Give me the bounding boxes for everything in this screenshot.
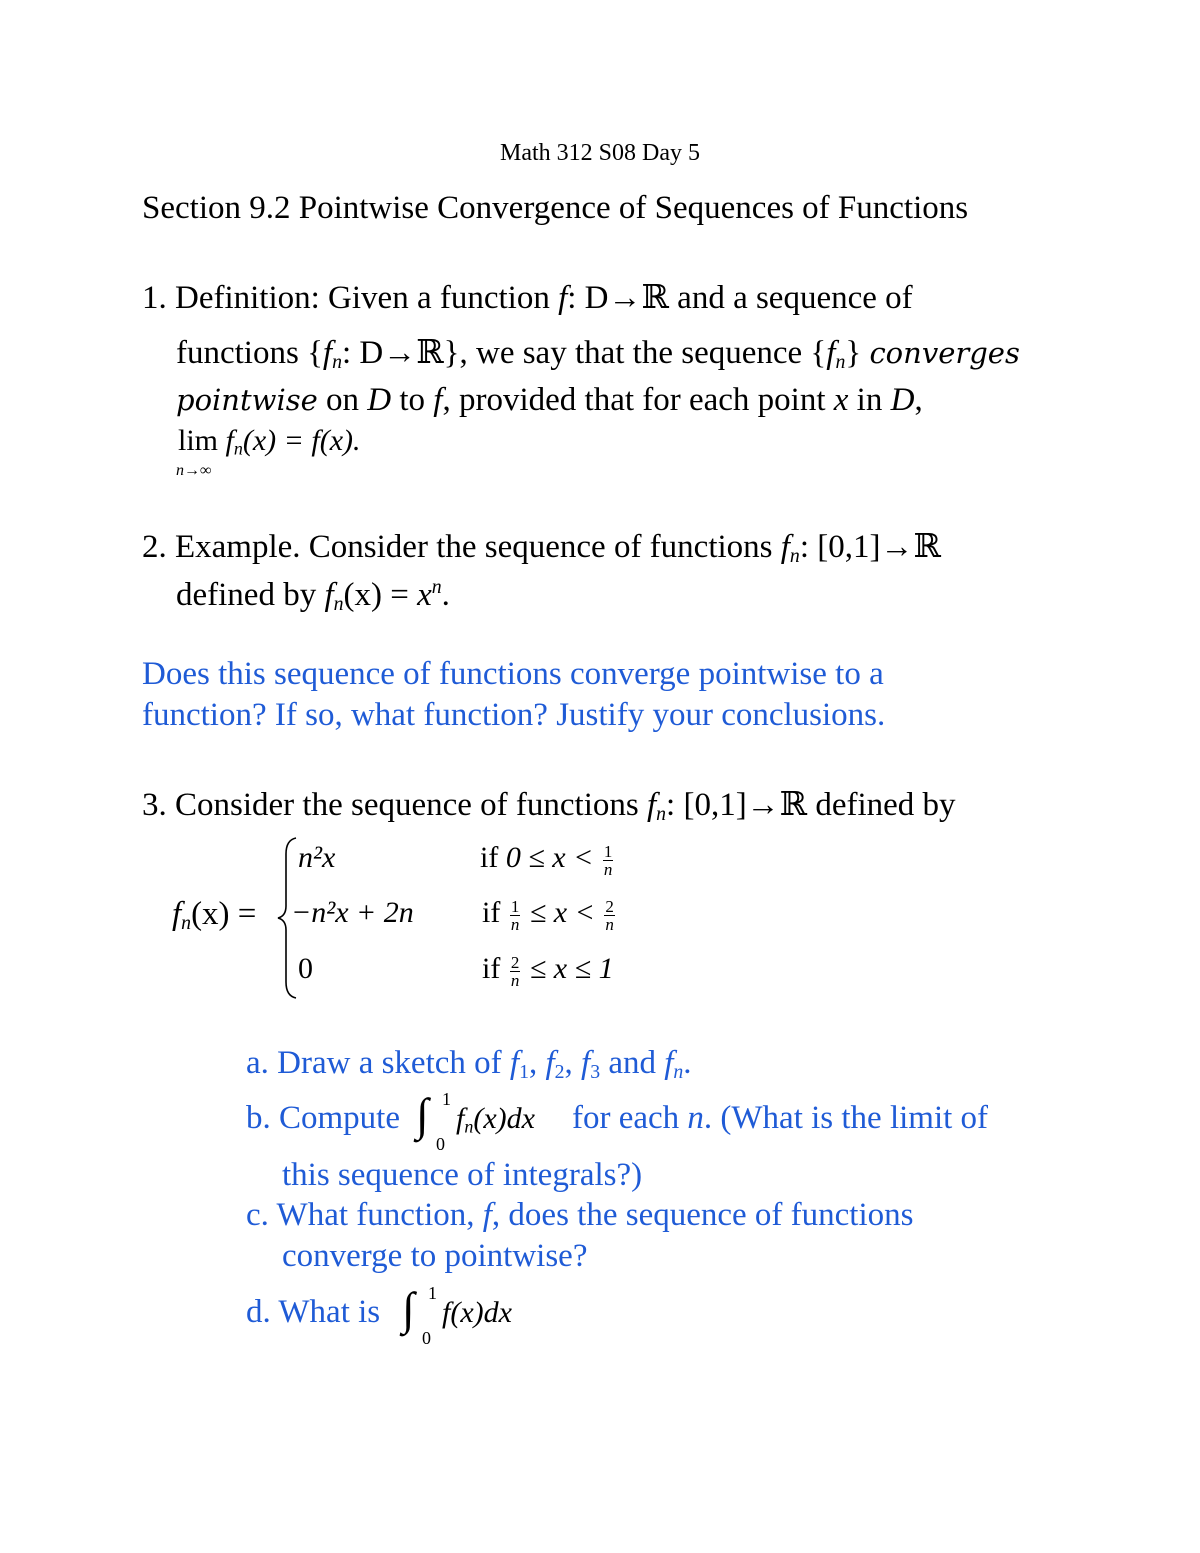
part-b-continued <box>572 1100 988 1137</box>
n-symbol: n <box>687 1100 704 1136</box>
item1-text-d: : D→ℝ}, we say that the sequence { <box>341 335 827 371</box>
frac-1-over-n <box>603 843 614 878</box>
item3-line1 <box>142 784 956 826</box>
part-c-text: c. What function, <box>246 1197 483 1233</box>
item1-text-g: to <box>391 382 434 418</box>
n-subscript-6: n <box>656 802 667 825</box>
n-superscript: n <box>431 576 442 598</box>
part-b <box>246 1100 400 1137</box>
section-title: Section 9.2 Pointwise Convergence of Sequences of Functions <box>142 190 969 226</box>
integral-d <box>402 1282 415 1335</box>
cond2-text: ≤ x < <box>529 896 595 929</box>
item1-text-e: } <box>845 335 870 371</box>
part-b-text-2: for each <box>572 1100 688 1136</box>
int-d-upper: 1 <box>428 1283 437 1303</box>
converges-term: converges <box>869 336 1020 370</box>
case1-expr: n²x <box>298 841 336 874</box>
item2-text-a: 2. Example. Consider the sequence of functions <box>142 529 781 565</box>
page-header: Math 312 S08 Day 5 <box>500 140 700 166</box>
case3-condition <box>482 952 614 989</box>
fn-symbol: f <box>322 335 333 371</box>
f2-symbol: f <box>545 1045 555 1081</box>
frac-den: n <box>510 970 520 990</box>
case2-expr: −n²x + 2n <box>291 896 414 929</box>
part-c <box>246 1197 913 1234</box>
fn-symbol-8: f <box>664 1045 674 1081</box>
f1-symbol: f <box>509 1045 520 1081</box>
n-subscript-9: n <box>464 1116 474 1137</box>
item2-text-b: : [0,1]→ℝ <box>799 529 941 565</box>
int-b-expr <box>456 1102 535 1138</box>
lhs-text: (x) = <box>191 896 257 932</box>
part-c-line2: converge to pointwise? <box>282 1238 588 1274</box>
item3-text-b: : [0,1]→ℝ defined by <box>666 787 956 823</box>
frac-2-over-n-2 <box>510 954 521 989</box>
f-symbol-2: f <box>433 382 443 418</box>
sub-1: 1 <box>519 1060 529 1083</box>
item2-text-c: defined by <box>176 576 325 613</box>
lim-expr: (x) = f(x). <box>242 424 361 457</box>
part-a-text: a. Draw a sketch of <box>246 1045 510 1081</box>
cond3-text: ≤ x ≤ 1 <box>529 952 614 985</box>
part-c-text-2: , does the sequence of functions <box>491 1197 914 1233</box>
frac-num: 1 <box>603 841 613 861</box>
part-a: a. Draw a sketch of $f_1$, $f_2$, $f_3$ and $f_n$. <box>246 1045 692 1083</box>
fn-symbol-7: f <box>172 896 182 932</box>
f-symbol: f <box>558 280 568 316</box>
fn-symbol-5: f <box>324 576 334 613</box>
pointwise-term: pointwise <box>176 383 318 417</box>
item1-line2 <box>176 332 1020 374</box>
f-symbol-3: f <box>482 1197 492 1233</box>
fn-symbol-9: f <box>456 1102 465 1135</box>
frac-den: n <box>603 859 613 879</box>
sub-3: 3 <box>590 1060 601 1083</box>
frac-den: n <box>510 914 520 934</box>
n-subscript-5: n <box>333 592 344 615</box>
frac-num: 2 <box>605 896 614 916</box>
frac-den: n <box>605 914 614 934</box>
item1-text-c: functions { <box>176 335 323 371</box>
int-d-lower: 0 <box>422 1328 431 1348</box>
item1-line1 <box>142 277 913 317</box>
n-subscript-8: n <box>673 1060 684 1083</box>
item1-text-f: on <box>317 382 368 418</box>
integral-sign: ∫ <box>416 1089 429 1140</box>
sub-2: 2 <box>554 1060 565 1083</box>
d-symbol: D <box>367 382 392 418</box>
item1-text-j: , <box>914 382 923 418</box>
item3-text-a: 3. Consider the sequence of functions <box>142 787 647 823</box>
lim-subscript: n→∞ <box>176 462 212 479</box>
n-subscript-7: n <box>181 911 192 934</box>
question-line2: function? If so, what function? Justify your conclusions. <box>142 697 886 733</box>
part-a-and: and <box>600 1045 665 1081</box>
fn-symbol-3: f <box>225 424 234 457</box>
n-subscript-2: n <box>835 350 846 373</box>
frac-num: 1 <box>510 896 520 916</box>
int-b-upper: 1 <box>442 1089 451 1109</box>
part-b-text: b. Compute <box>246 1100 400 1136</box>
cond1-text: 0 ≤ x < <box>505 841 594 874</box>
if-label-2: if <box>482 896 501 929</box>
part-d <box>246 1294 380 1331</box>
int-b-lower: 0 <box>436 1134 445 1154</box>
item1-text-b: : D→ℝ and a sequence of <box>567 280 913 316</box>
fn-symbol-4: f <box>780 529 790 565</box>
if-label-1: if <box>480 841 499 874</box>
item2-text-d: (x) = <box>343 576 418 613</box>
int-b-expr-text: (x)dx <box>473 1102 535 1135</box>
item2-line2 <box>176 576 450 616</box>
integral-sign: ∫ <box>402 1283 415 1334</box>
d-symbol-2: D <box>890 382 915 418</box>
item1-text-h: , provided that for each point <box>442 382 834 418</box>
x-symbol: x <box>833 382 849 418</box>
n-subscript-3: n <box>233 438 243 459</box>
part-b-text-3: . (What is the limit of <box>703 1100 989 1136</box>
n-subscript: n <box>332 350 342 373</box>
frac-2-over-n <box>604 898 615 933</box>
item1-line3 <box>176 382 923 419</box>
part-d-text: d. What is <box>246 1294 381 1330</box>
item1-text-a: 1. Definition: Given a function <box>142 280 559 316</box>
x-symbol-2: x <box>417 576 432 613</box>
frac-num: 2 <box>510 952 520 972</box>
piecewise-lhs <box>172 896 256 935</box>
case1-condition <box>480 841 615 878</box>
question-line1: Does this sequence of functions converge pointwise to a <box>142 656 884 692</box>
item1-text-i: in <box>848 382 891 418</box>
if-label-3: if <box>482 952 501 985</box>
lim-label: lim <box>178 424 219 457</box>
item2-text-e: . <box>441 576 450 613</box>
fn-symbol-6: f <box>646 787 657 823</box>
f3-symbol: f <box>581 1045 591 1081</box>
frac-1-over-n-2 <box>510 898 521 933</box>
int-d-expr: f(x)dx <box>442 1296 512 1329</box>
integral-b <box>416 1088 429 1141</box>
n-subscript-4: n <box>789 544 800 567</box>
case2-condition <box>482 896 617 933</box>
case3-expr: 0 <box>298 952 313 985</box>
part-b-line2: this sequence of integrals?) <box>282 1157 643 1193</box>
limit-expression <box>178 424 361 460</box>
fn-symbol-2: f <box>826 335 836 371</box>
item2-line1 <box>142 526 941 568</box>
